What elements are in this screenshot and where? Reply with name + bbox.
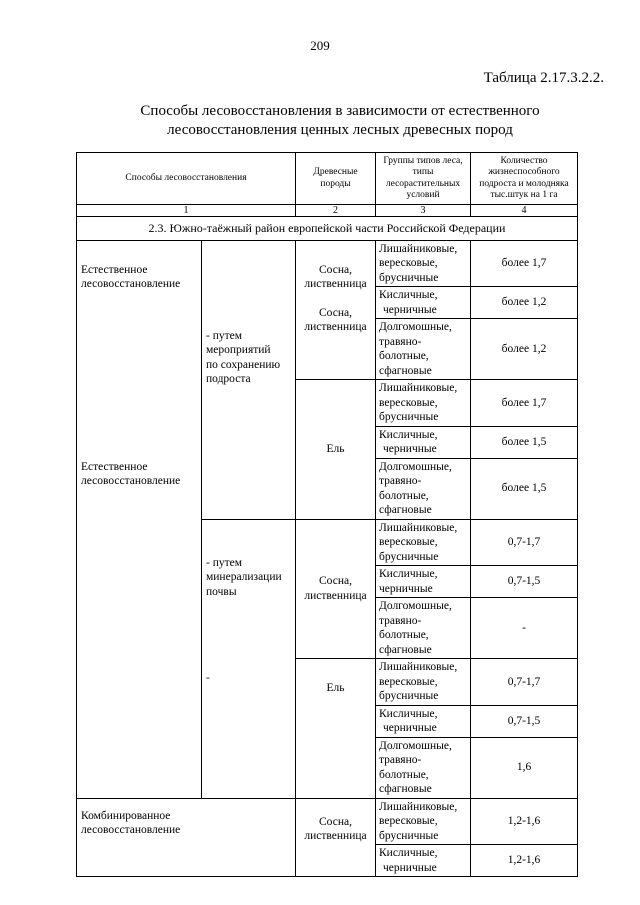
header-groups-line: типы xyxy=(412,167,434,177)
species-pine-larch xyxy=(296,240,376,380)
species-pine-larch xyxy=(296,519,376,659)
group-line: травяно-болотные, xyxy=(379,754,429,781)
quantity-value: более 1,5 xyxy=(471,426,578,458)
quantity-value: 0,7-1,5 xyxy=(471,566,578,598)
quantity-value: 1,2-1,6 xyxy=(471,798,578,845)
group-line: травяно-болотные, xyxy=(379,335,429,362)
table-title-line-1: Способы лесовосстановления в зависимости от естественного xyxy=(140,103,540,119)
group-line: вересковые, xyxy=(379,536,438,548)
method-natural xyxy=(77,240,202,798)
table-row xyxy=(77,798,578,845)
group-line: брусничные xyxy=(379,271,439,284)
quantity-value: более 1,7 xyxy=(471,240,578,287)
quantity-value: 1,2-1,6 xyxy=(471,845,578,877)
species-spruce: Ель xyxy=(296,380,376,520)
quantity-value: 0,7-1,7 xyxy=(471,519,578,566)
quantity-value: более 1,7 xyxy=(471,380,578,427)
forest-group-moss xyxy=(376,319,471,380)
header-row xyxy=(77,153,578,205)
method-combined xyxy=(77,798,296,877)
submethod-line: - путем xyxy=(206,329,243,342)
group-line: черничные xyxy=(383,303,437,316)
submethod-line: по сохранению xyxy=(206,358,281,371)
submethod-line: мероприятий xyxy=(206,344,271,356)
group-line: брусничные xyxy=(379,829,439,842)
header-groups-line: Группы типов леса, xyxy=(383,155,463,166)
group-line: Кисличные, xyxy=(379,428,438,441)
group-line: сфагновые xyxy=(379,643,432,656)
header-quantity-line: тыс.штук на 1 га xyxy=(490,190,558,200)
header-quantity-line: подроста и молодняка xyxy=(479,178,569,189)
forest-group-lichen xyxy=(376,380,471,427)
species-line: лиственница xyxy=(304,830,367,842)
quantity-value: более 1,5 xyxy=(471,458,578,519)
group-line: Долгомошные, xyxy=(379,460,452,473)
group-line: вересковые, xyxy=(379,257,438,269)
header-species xyxy=(296,153,376,205)
group-line: сфагновые xyxy=(379,364,432,377)
group-line: Долгомошные, xyxy=(379,739,452,752)
header-species-line: породы xyxy=(320,178,351,189)
forest-group-oxalis xyxy=(376,705,471,737)
method-line: лесовосстановление xyxy=(81,475,181,487)
group-line: травяно-болотные, xyxy=(379,614,429,641)
group-line: черничные xyxy=(383,861,437,874)
group-line: брусничные xyxy=(379,550,439,563)
region-heading: 2.3. Южно-таёжный район европейской части Российской Федерации xyxy=(77,217,578,241)
group-line: вересковые, xyxy=(379,396,438,409)
forest-group-lichen xyxy=(376,659,471,706)
method-line: Естественное xyxy=(81,460,148,473)
forest-group-moss xyxy=(376,598,471,659)
submethod-line: почвы xyxy=(206,585,237,598)
submethod-dash: - xyxy=(206,672,210,684)
forest-group-oxalis xyxy=(376,566,471,598)
group-line: Долгомошные, xyxy=(379,321,452,333)
group-line: Кисличные, xyxy=(379,289,438,301)
quantity-value: более 1,2 xyxy=(471,319,578,380)
submethod-soil-mineralization xyxy=(202,519,296,798)
group-line: брусничные xyxy=(379,690,439,702)
group-line: сфагновые xyxy=(379,504,432,516)
forest-group-oxalis xyxy=(376,426,471,458)
group-line: брусничные xyxy=(379,411,439,423)
header-methods: Способы лесовосстановления xyxy=(77,153,296,205)
table-number: Таблица 2.17.3.2.2. xyxy=(483,70,604,86)
group-line: Лишайниковые, xyxy=(379,382,458,394)
group-line: сфагновые xyxy=(379,783,432,795)
header-quantity xyxy=(471,153,578,205)
group-line: Кисличные, xyxy=(379,707,438,720)
species-line: лиственница xyxy=(304,589,367,602)
forest-group-lichen xyxy=(376,240,471,287)
quantity-value: более 1,2 xyxy=(471,287,578,319)
column-number: 1 xyxy=(77,205,296,217)
header-groups-line: условий xyxy=(406,190,440,200)
forest-group-lichen xyxy=(376,519,471,566)
header-forest-groups xyxy=(376,153,471,205)
method-line: Естественное xyxy=(81,263,148,276)
header-quantity-line: Количество xyxy=(500,155,548,166)
group-line: Лишайниковые, xyxy=(379,521,458,534)
group-line: Долгомошные, xyxy=(379,600,452,612)
header-quantity-line: жизнеспособного xyxy=(488,167,560,177)
species-line: лиственница xyxy=(304,278,367,290)
table-title-line-2: лесовосстановления ценных лесных древесных пород xyxy=(167,122,513,138)
column-number: 4 xyxy=(471,205,578,217)
species-line: Сосна, xyxy=(319,263,352,276)
header-species-line: Древесные xyxy=(313,167,358,177)
forest-group-oxalis xyxy=(376,845,471,877)
species-pine-larch xyxy=(296,798,376,877)
group-line: черничные xyxy=(379,582,433,595)
column-number-row xyxy=(77,205,578,217)
region-row xyxy=(77,217,578,241)
table-title xyxy=(70,102,610,140)
group-line: вересковые, xyxy=(379,675,438,688)
page-number: 209 xyxy=(310,38,330,53)
forest-group-lichen xyxy=(376,798,471,845)
column-number: 3 xyxy=(376,205,471,217)
forest-group-moss xyxy=(376,458,471,519)
species-line: Сосна, xyxy=(319,306,352,319)
forest-group-oxalis xyxy=(376,287,471,319)
group-line: Кисличные, xyxy=(379,847,438,859)
group-line: Лишайниковые, xyxy=(379,800,458,813)
column-number: 2 xyxy=(296,205,376,217)
quantity-value: 0,7-1,5 xyxy=(471,705,578,737)
quantity-value: 0,7-1,7 xyxy=(471,659,578,706)
method-line: лесовосстановление xyxy=(81,278,181,290)
species-line: лиственница xyxy=(304,321,367,333)
group-line: вересковые, xyxy=(379,815,438,827)
group-line: травяно-болотные, xyxy=(379,475,429,502)
species-line: Сосна, xyxy=(319,815,352,828)
group-line: черничные xyxy=(383,443,437,455)
group-line: черничные xyxy=(383,722,437,734)
species-line: Сосна, xyxy=(319,575,352,588)
submethod-line: минерализации xyxy=(206,571,282,583)
group-line: Лишайниковые, xyxy=(379,242,458,255)
group-line: Кисличные, xyxy=(379,568,438,580)
table-row xyxy=(77,240,578,287)
method-line: лесовосстановление xyxy=(81,824,181,836)
quantity-value: 1,6 xyxy=(471,737,578,798)
forest-group-moss xyxy=(376,737,471,798)
species-spruce: Ель xyxy=(296,659,376,799)
reforestation-table xyxy=(76,152,578,877)
header-groups-line: лесорастительных xyxy=(385,178,461,189)
submethod-line: подроста xyxy=(206,373,251,385)
quantity-value: - xyxy=(471,598,578,659)
group-line: Лишайниковые, xyxy=(379,661,458,673)
submethod-preserve-undergrowth xyxy=(202,240,296,519)
method-line: Комбинированное xyxy=(81,809,171,822)
submethod-line: - путем xyxy=(206,556,243,569)
